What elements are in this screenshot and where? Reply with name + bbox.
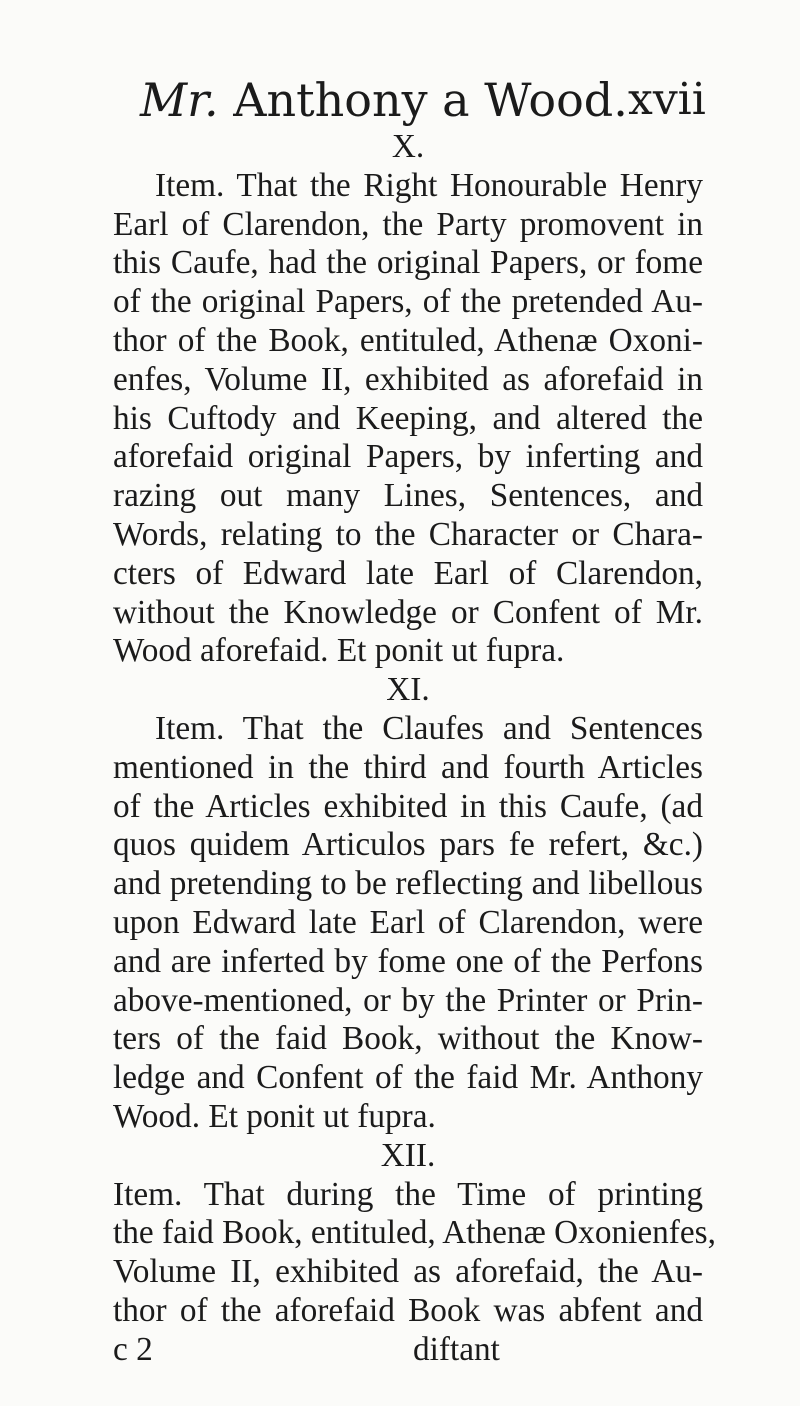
text-line: mentioned in the third and fourth Articles: [113, 748, 703, 786]
text-line: quos quidem Articulos pars fe refert, &c.): [113, 826, 703, 864]
text-line: of the Articles exhibited in this Caufe, (ad: [113, 787, 703, 825]
running-title: [140, 70, 628, 130]
section-numeral: XII.: [380, 1136, 436, 1174]
title-prefix: Mr.: [140, 73, 219, 127]
text-line: Item. That during the Time of printing: [113, 1175, 703, 1213]
text-line: thor of the aforefaid Book was abfent and: [113, 1291, 703, 1329]
section-numeral: XI.: [386, 671, 430, 709]
running-header: [0, 70, 800, 130]
text-line: Words, relating to the Character or Chara-: [113, 515, 703, 553]
text-line: upon Edward late Earl of Clarendon, were: [113, 903, 703, 941]
text-line: and are inferted by fome one of the Perfons: [113, 942, 703, 980]
page-number: xvii: [628, 74, 706, 125]
text-line: ters of the faid Book, without the Know-: [113, 1020, 703, 1058]
catchword: diftant: [413, 1330, 500, 1368]
text-line: without the Knowledge or Confent of Mr.: [113, 593, 703, 631]
signature-mark: c 2: [113, 1330, 153, 1368]
text-line: Item. That the Right Honourable Henry: [155, 166, 703, 204]
text-line: ledge and Confent of the faid Mr. Anthony: [113, 1059, 703, 1097]
text-line: the faid Book, entituled, Athenæ Oxonienfes,: [113, 1214, 716, 1252]
text-line: razing out many Lines, Sentences, and: [113, 477, 703, 515]
text-line: this Caufe, had the original Papers, or fome: [113, 244, 703, 282]
text-line: enfes, Volume II, exhibited as aforefaid in: [113, 360, 703, 398]
text-line: Earl of Clarendon, the Party promovent in: [113, 205, 703, 243]
text-line: thor of the Book, entituled, Athenæ Oxoni-: [113, 321, 703, 359]
text-line: Item. That the Claufes and Sentences: [155, 709, 703, 747]
page-footer: [113, 1331, 703, 1370]
text-line: cters of Edward late Earl of Clarendon,: [113, 554, 703, 592]
text-line: Wood aforefaid. Et ponit ut fupra.: [113, 632, 565, 670]
text-line: of the original Papers, of the pretended Au-: [113, 283, 703, 321]
text-line: and pretending to be reflecting and libellous: [113, 865, 703, 903]
text-line: aforefaid original Papers, by inferting and: [113, 438, 703, 476]
title-rest: Anthony a Wood.: [233, 73, 628, 127]
text-line: his Cuftody and Keeping, and altered the: [113, 399, 703, 437]
text-line: Volume II, exhibited as aforefaid, the Au-: [113, 1253, 703, 1291]
text-line: Wood. Et ponit ut fupra.: [113, 1097, 436, 1135]
section-numeral: X.: [391, 128, 425, 165]
text-line: above-mentioned, or by the Printer or Prin-: [113, 981, 703, 1019]
body-text: [113, 128, 716, 1370]
